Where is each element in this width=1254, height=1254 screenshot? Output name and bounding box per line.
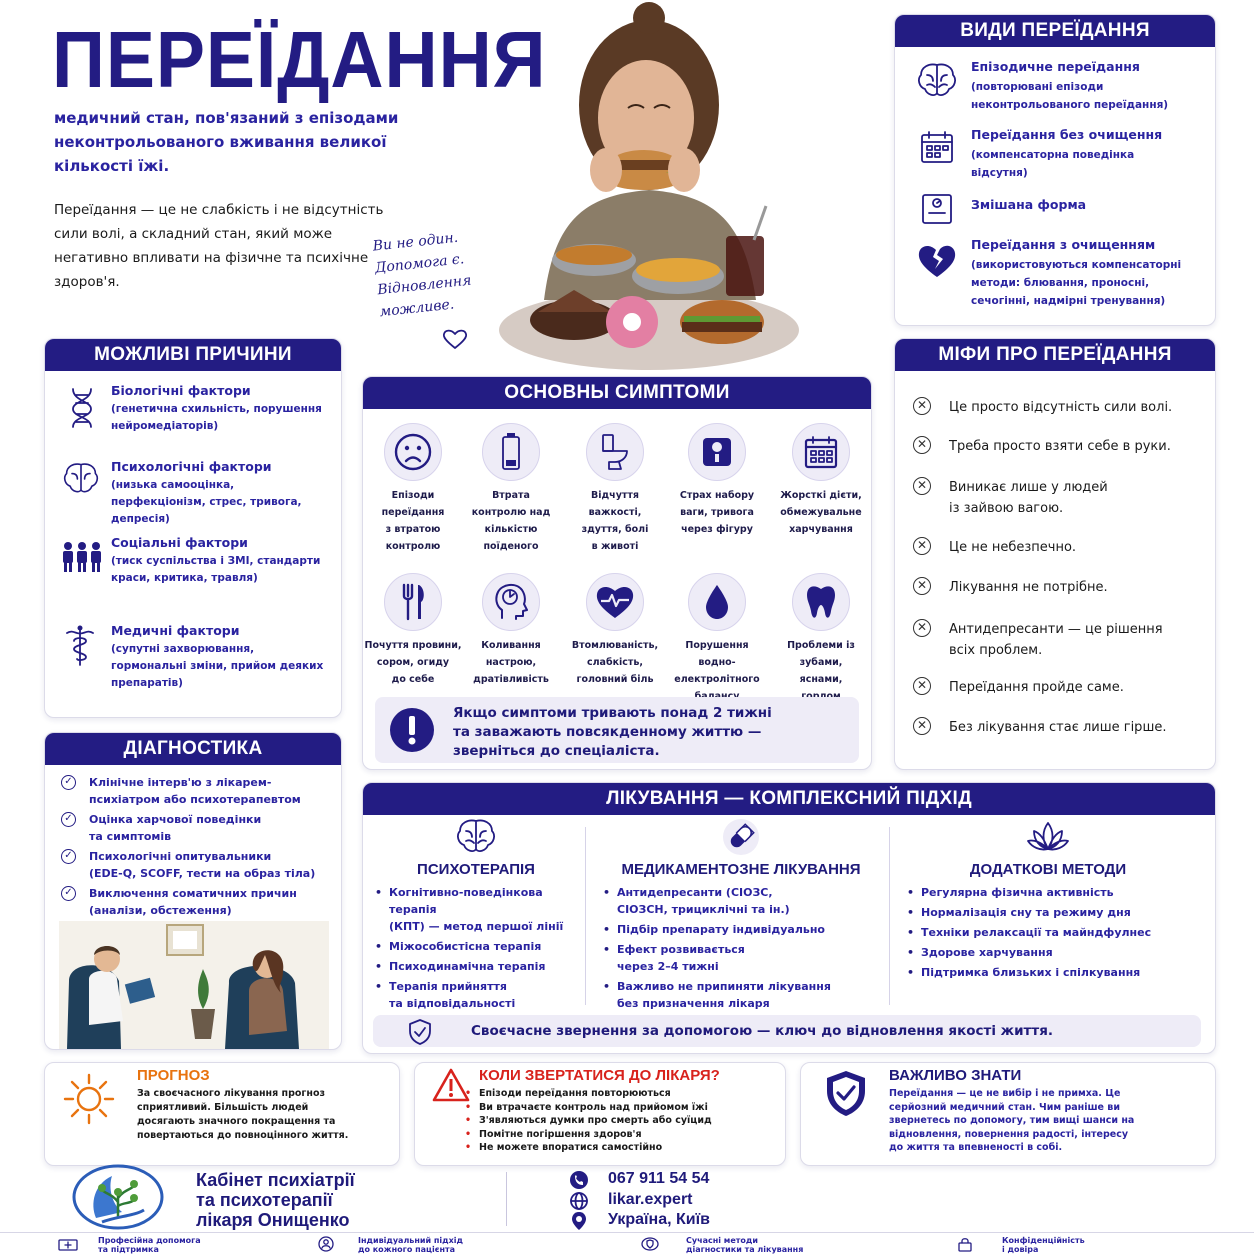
treatment-heading: ДОДАТКОВІ МЕТОДИ [969, 861, 1127, 878]
important-title: ВАЖЛИВО ЗНАТИ [889, 1067, 1022, 1084]
cross-icon: ✕ [913, 477, 931, 495]
prognosis-title: ПРОГНОЗ [137, 1067, 210, 1084]
symptoms-panel [362, 376, 872, 770]
brain-icon [454, 817, 498, 857]
symptom-item [461, 573, 561, 688]
treatment-heading: ПСИХОТЕРАПІЯ [417, 861, 535, 878]
symptom-label: Проблеми із зубами, яснами, [787, 640, 855, 685]
footer-item: Індивідуальний підхід до кожного пацієнта [358, 1236, 463, 1254]
symptom-item [659, 573, 775, 705]
page-title: ПЕРЕЇДАННЯ [52, 15, 547, 104]
cause-desc: (низька самооцінка, перфекціонізм, стрес, тривога, депресія) [111, 479, 302, 525]
symptom-item [363, 423, 463, 555]
sad-face-icon [384, 423, 442, 481]
type-title: Переїдання з очищенням [971, 237, 1156, 252]
cause-desc: (тиск суспільства і ЗМІ, стандарти краси, критика, травля) [111, 555, 321, 584]
person-icon [316, 1236, 336, 1252]
clinic-divider [506, 1172, 507, 1226]
type-title: Переїдання без очищення [971, 127, 1163, 142]
shield-icon [640, 1236, 660, 1252]
causes-panel [44, 338, 342, 718]
treatment-item: • Когнітивно-поведінкова терапія (КПТ) — метод першої лінії [371, 884, 581, 935]
check-icon: ✓ [61, 775, 76, 790]
heart-outline-icon [442, 328, 468, 350]
treatment-item: • Міжособистісна терапія [371, 938, 581, 955]
prognosis-text: За своєчасного лікування прогноз сприятливий. Більшість людей досягають значного покращення та повертаються до повноцінного життя. [137, 1088, 349, 1141]
type-desc: (повторювані епізоди неконтрольованого переїдання) [971, 81, 1169, 111]
check-icon: ✓ [61, 849, 76, 864]
symptom-label: Втрата контролю над кількістю поїденого [471, 490, 551, 552]
treatment-item: • Психодинамічна терапія [371, 958, 581, 975]
type-title: Епізодичне переїдання [971, 59, 1140, 74]
types-panel [894, 14, 1216, 326]
symptom-label: Епізоди переїдання з втратою контролю [381, 490, 445, 552]
symptom-label: Порушення водно-електролітного [674, 640, 760, 685]
cause-title: Психологічні фактори [111, 459, 272, 474]
broken-heart-icon [917, 243, 957, 279]
symptom-item [767, 573, 872, 705]
brain-icon [915, 61, 959, 101]
treatment-column-medication [599, 823, 883, 1015]
treatment-item: • Підбір препарату індивідуально [599, 921, 883, 938]
lock-icon [956, 1236, 974, 1252]
symptom-label: Відчуття важкості, здуття, болі в животі [581, 490, 649, 552]
type-desc: (використовуються компенсаторні методи: блювання, проносні, сечогінні, надмірні тренування) [971, 259, 1182, 307]
treatment-banner [373, 1015, 1201, 1047]
when-doctor-item: • З'являються думки про смерть або суїцид [465, 1115, 712, 1126]
treatment-title: ЛІКУВАННЯ — КОМПЛЕКСНИЙ ПІДХІД [363, 783, 1215, 815]
symptom-label: Втомлюваність, слабкість, головний біль [571, 640, 659, 685]
cause-title: Медичні фактори [111, 623, 240, 638]
symptom-item [559, 573, 671, 688]
type-desc: (компенсаторна поведінка відсутня) [971, 149, 1135, 179]
illustration-woman-eating [494, 0, 804, 372]
when-doctor-item: • Епізоди переїдання повторюються [465, 1088, 671, 1099]
drop-icon [688, 573, 746, 631]
symptoms-title: ОСНОВНЫ СИМПТОМИ [363, 377, 871, 409]
treatment-item: • Важливо не припиняти лікування без призначення лікаря [599, 978, 883, 1012]
pill-icon [719, 817, 763, 857]
treatment-column-psychotherapy [371, 823, 581, 1035]
diagnostics-title: ДІАГНОСТИКА [45, 733, 341, 765]
symptom-label: Жорсткі дієти, обмежувальне харчування [780, 490, 862, 535]
cross-icon: ✕ [913, 619, 931, 637]
battery-low-icon [482, 423, 540, 481]
footer-item: Конфіденційність і довіра [1002, 1236, 1085, 1254]
footer-item: Сучасні методи діагностики та лікування [686, 1236, 804, 1254]
treatment-divider [585, 827, 586, 1005]
myths-panel: МІФИ ПРО ПЕРЕЇДАННЯ ✕ Це просто відсутність сили волі. ✕ Треба просто взяти себе в руки. ✕ Виникає лише у людей із зайвою вагою. ✕ Це не небезпечно. ✕ Лікування не потрібне. ✕ Антидепресанти — це рішення всіх проблем. ✕ Переїдання пройде саме. ✕ Без лікування стає лише гірше. [894, 338, 1216, 770]
shield-check-icon [823, 1069, 869, 1119]
treatment-item: • Підтримка близьких і спілкування [903, 964, 1193, 981]
when-doctor-item: • Не можете впоратися самостійно [465, 1142, 663, 1153]
exclamation-icon [389, 707, 435, 753]
symptom-label: Коливання настрою, дратівливість [473, 640, 549, 685]
phone-icon [568, 1170, 590, 1190]
important-panel [800, 1062, 1216, 1166]
when-doctor-panel [414, 1062, 786, 1166]
clinic-logo [72, 1164, 164, 1230]
cross-icon: ✕ [913, 537, 931, 555]
calendar-icon [792, 423, 850, 481]
myths-title: МІФИ ПРО ПЕРЕЇДАННЯ [895, 339, 1215, 371]
cross-icon: ✕ [913, 436, 931, 454]
treatment-column-additional [903, 823, 1193, 984]
location-pin-icon [570, 1211, 588, 1231]
treatment-panel [362, 782, 1216, 1054]
illustration-doctor-patient [59, 921, 329, 1049]
cause-title: Біологічні фактори [111, 383, 251, 398]
toilet-icon [586, 423, 644, 481]
cause-desc: (генетична схильність, порушення нейромедіаторів) [111, 403, 322, 432]
scale-icon [688, 423, 746, 481]
cross-icon: ✕ [913, 717, 931, 735]
cross-icon: ✕ [913, 577, 931, 595]
calendar-icon [919, 129, 955, 165]
symptom-item [565, 423, 665, 555]
symptom-item [667, 423, 767, 538]
treatment-item: • Нормалізація сну та режиму дня [903, 904, 1193, 921]
check-icon: ✓ [61, 886, 76, 901]
treatment-item: • Здорове харчування [903, 944, 1193, 961]
symptom-item [362, 573, 465, 688]
people-icon [61, 541, 103, 573]
check-icon: ✓ [61, 812, 76, 827]
important-text: Переїдання — це не вибір і не примха. Це серйозний медичний стан. Чим раніше ви звернетесь по допомогу, тим вищі шанси на відновлення, повернення радості, інтересу до життя та впевненості в собі. [889, 1088, 1135, 1153]
treatment-banner-text: Своєчасне звернення за допомогою — ключ до відновлення якості життя. [471, 1023, 1054, 1039]
prognosis-panel [44, 1062, 400, 1166]
treatment-item: • Терапія прийняття та відповідальності [371, 978, 581, 1012]
intro-text: Переїдання — це не слабкість і не відсутність сили волі, а складний стан, який може негативно впливати на фізичне та психічне здоров'я. [54, 202, 384, 290]
symptom-label: Страх набору ваги, тривога через фігуру [679, 490, 755, 535]
medical-kit-icon [58, 1237, 78, 1251]
scale-icon [919, 191, 955, 227]
treatment-heading: МЕДИКАМЕНТОЗНЕ ЛІКУВАННЯ [621, 861, 861, 878]
when-doctor-item: • Ви втрачаєте контроль над прийомом їжі [465, 1101, 708, 1113]
footer-strip [0, 1232, 1254, 1254]
when-doctor-item: • Помітне погіршення здоров'я [465, 1128, 642, 1140]
symptom-item [461, 423, 561, 555]
dna-icon [67, 387, 97, 429]
cross-icon: ✕ [913, 677, 931, 695]
lotus-icon [1026, 817, 1070, 857]
treatment-item: • Антидепресанти (СІОЗС, СІОЗСН, трициклічні та ін.) [599, 884, 883, 918]
caduceus-icon [63, 625, 97, 667]
diagnostics-panel: ДІАГНОСТИКА ✓ Клінічне інтерв'ю з лікарем- психіатром або психотерапевтом ✓ Оцінка харчової поведінки та симптомів ✓ Психологічні опитувальники (EDE-Q, SCOFF, тести на образ тіла) ✓ Виключення соматичних причин (аналізи, обстеження) [44, 732, 342, 1050]
cause-desc: (супутні захворювання, гормональні зміни, прийом деяких препаратів) [111, 643, 324, 689]
symptom-alert [375, 697, 859, 763]
sun-icon [61, 1071, 117, 1127]
handwritten-note: Ви не один. Допомога є. Відновлення можливе. [371, 229, 473, 321]
shield-check-icon [407, 1018, 433, 1046]
fork-knife-icon [384, 573, 442, 631]
symptom-item [771, 423, 871, 538]
when-doctor-title: КОЛИ ЗВЕРТАТИСЯ ДО ЛІКАРЯ? [479, 1067, 720, 1084]
cross-icon: ✕ [913, 397, 931, 415]
symptom-alert-text: Якщо симптоми тривають понад 2 тижні та заважають повсякденному життю — зверніться до спеціаліста. [453, 705, 772, 759]
head-icon [482, 573, 540, 631]
heart-pulse-icon [586, 573, 644, 631]
tooth-icon [792, 573, 850, 631]
clinic-name: Кабінет психіатрії та психотерапії лікаря Онищенко [196, 1170, 355, 1230]
when-doctor-list [463, 1087, 781, 1155]
cause-title: Соціальні фактори [111, 535, 248, 550]
treatment-item: • Ефект розвивається через 2–4 тижні [599, 941, 883, 975]
brain-icon [61, 461, 101, 497]
page-subtitle: медичний стан, пов'язаний з епізодами неконтрольованого вживання великої кількості їжі. [54, 109, 399, 175]
types-title: ВИДИ ПЕРЕЇДАННЯ [895, 15, 1215, 47]
treatment-item: • Регулярна фізична активність [903, 884, 1193, 901]
treatment-item: • Техніки релаксації та майндфулнес [903, 924, 1193, 941]
treatment-divider [889, 827, 890, 1005]
globe-icon [568, 1191, 590, 1211]
footer-item: Професійна допомога та підтримка [98, 1236, 201, 1254]
causes-title: МОЖЛИВІ ПРИЧИНИ [45, 339, 341, 371]
symptom-label: Почуття провини, сором, огиду до себе [364, 640, 462, 685]
type-title: Змішана форма [971, 197, 1087, 212]
